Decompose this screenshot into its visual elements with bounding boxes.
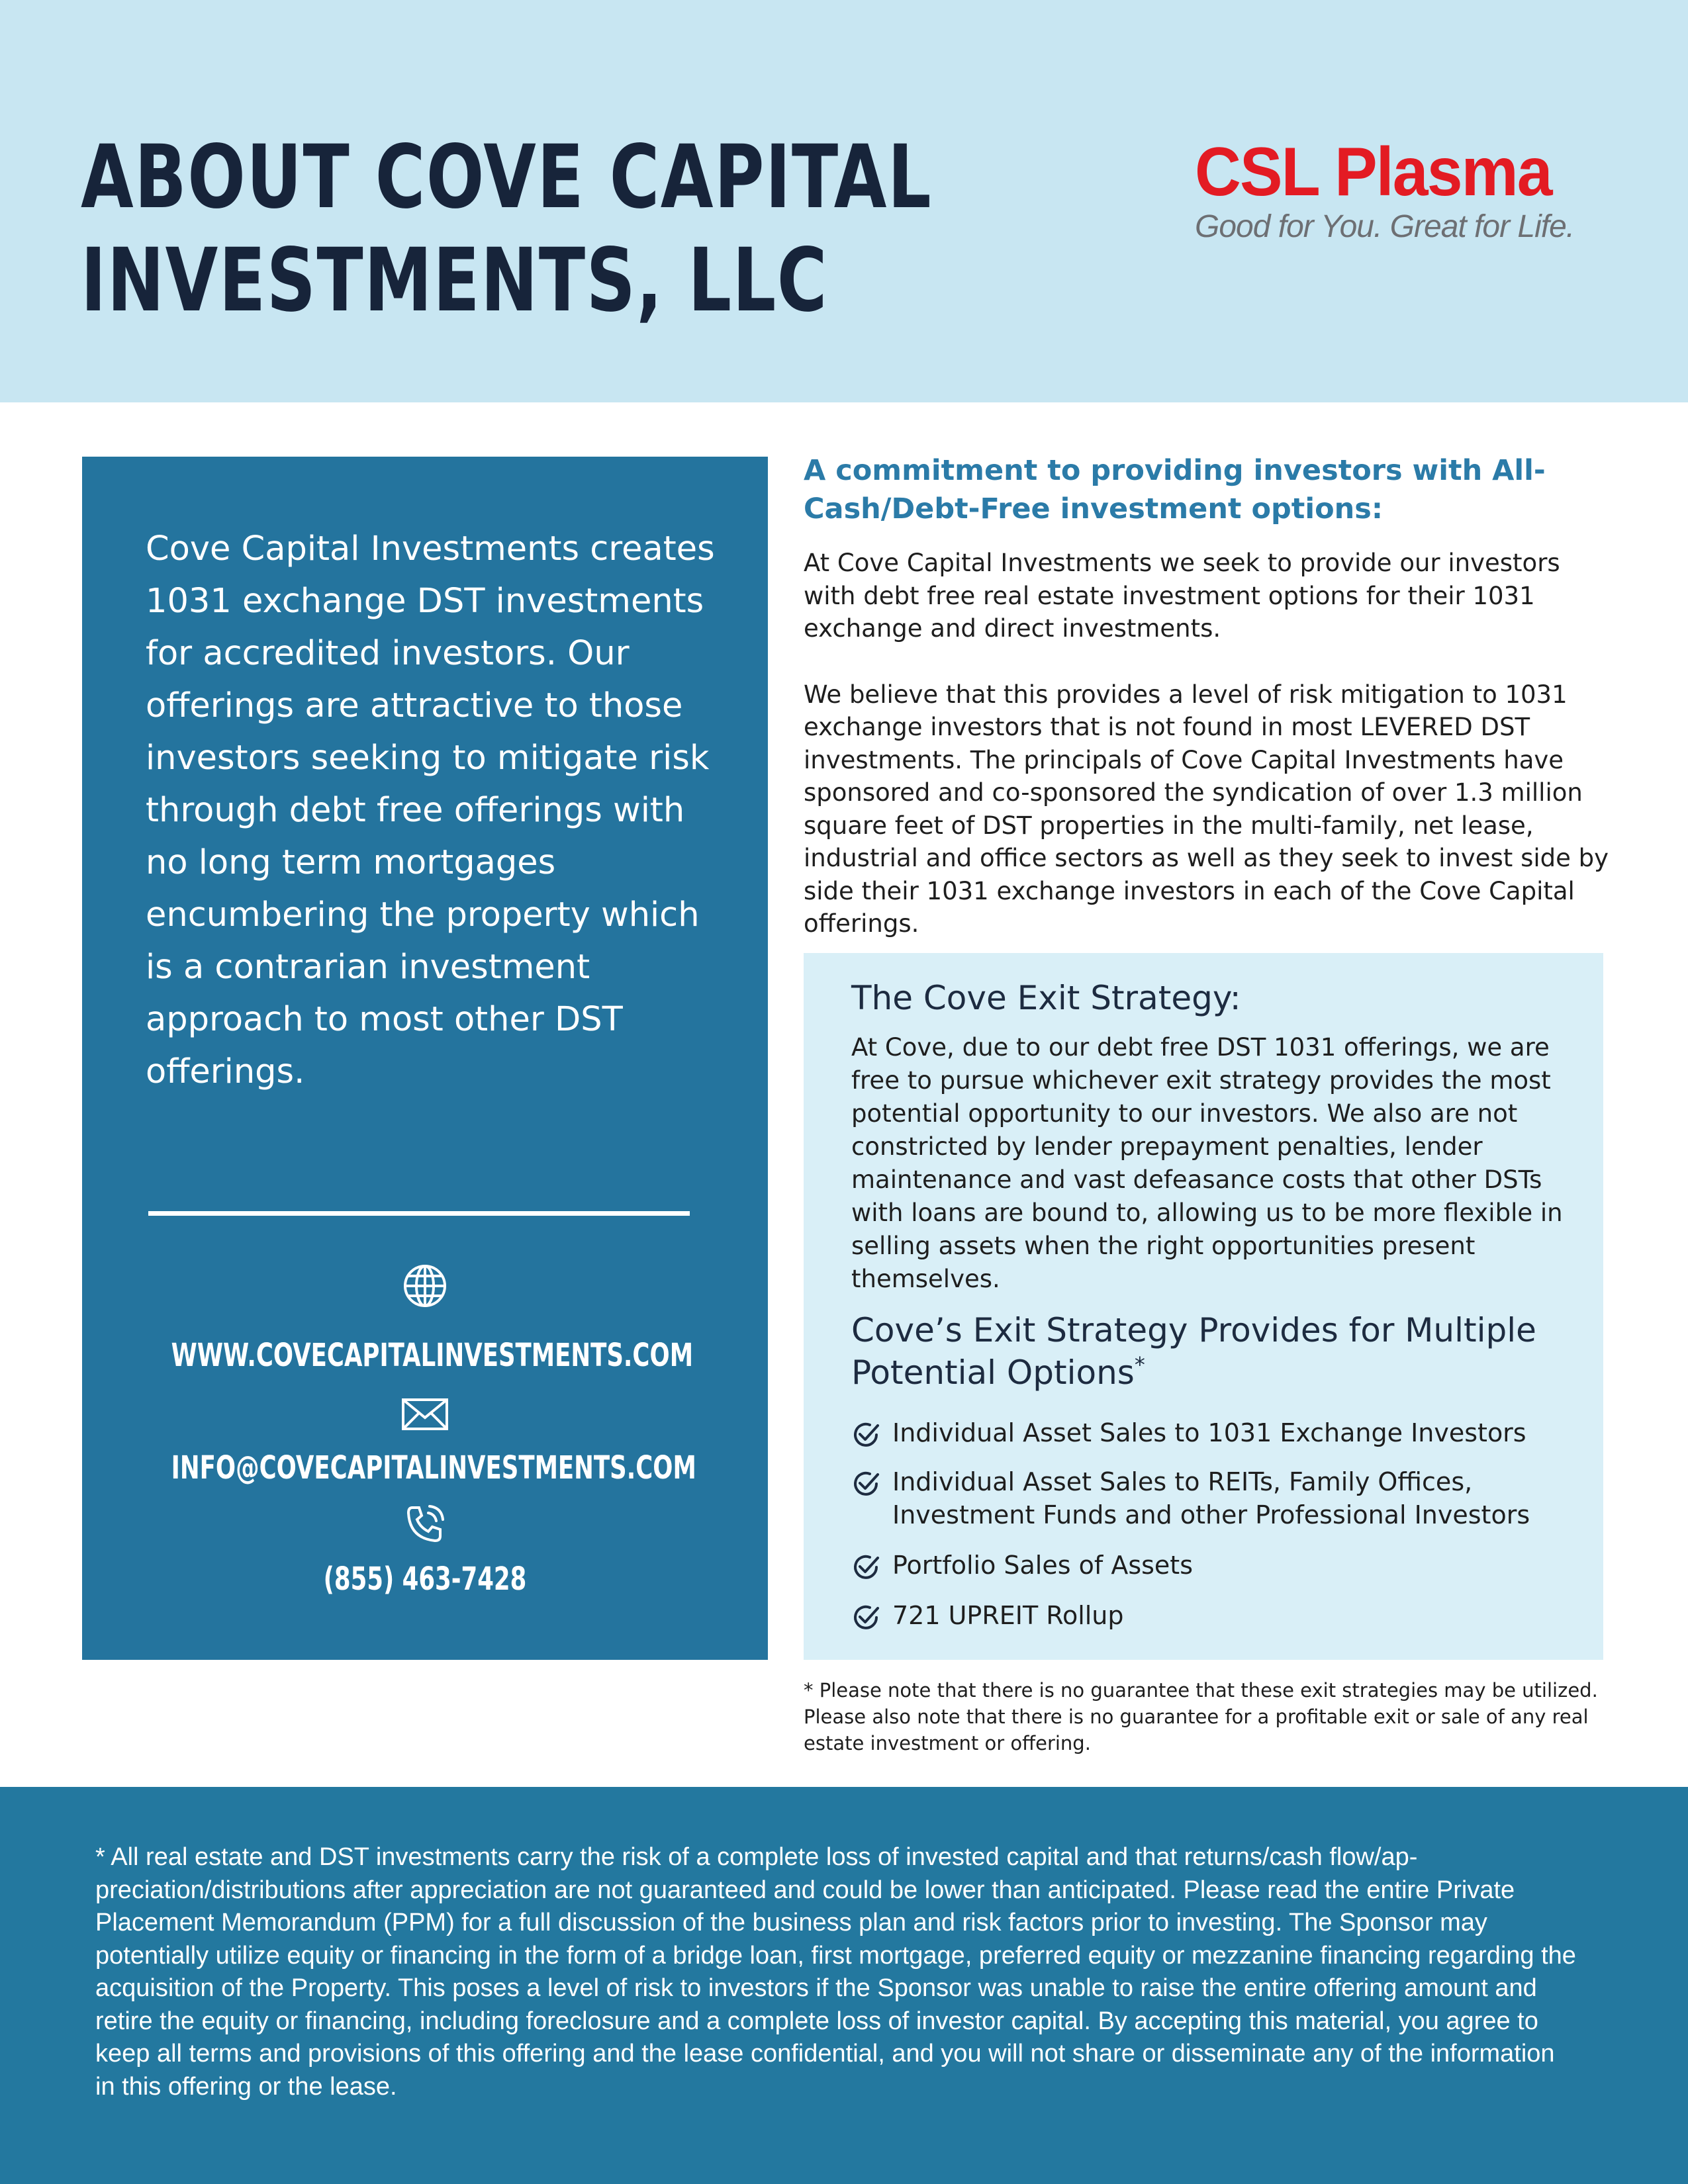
about-panel [82, 457, 768, 1660]
commitment-paragraph-1: At Cove Capital Investments we seek to provide our investors with debt free real estate investment options for their 1031 exchange and direct investments. [804, 549, 1560, 643]
exit-strategy-body: At Cove, due to our debt free DST 1031 offerings, we are free to pursue whichever exit strategy provides the most potential opportunity to our investors. We also are not constricted by lender prepayment penalties, lender maintenance and vast defeasance costs that other DSTs with loans are bound to, allowing us to be more flexible in selling assets when the right opportunities present themselves. [851, 1033, 1563, 1293]
check-circle-icon [851, 1420, 880, 1449]
website-link[interactable]: WWW.COVECAPITALINVESTMENTS.COM [171, 1337, 694, 1374]
check-circle-icon [851, 1603, 880, 1632]
disclaimer-text: * All real estate and DST investments carry the risk of a complete loss of invested capital and that returns/cash flow/appreciation/distributions after appreciation are not guaranteed and could be lower than anticipated. Please read the entire Private Placement Memorandum (PPM) for a full discussion of the business plan and risk factors prior to investing. The Sponsor may potentially utilize equity or financing in the form of a bridge loan, first mortgage, preferred equity or mezzanine financing regarding the acquisition of the Property. This poses a level of risk to investors if the Sponsor was unable to raise the entire offering amount and retire the equity or financing, including foreclosure and a complete loss of investor capital. By accepting this material, you agree to keep all terms and provisions of this offering and the lease confidential, and you will not share or disseminate any of the information in this offering or the lease. [95, 1843, 1576, 2101]
exit-options-title [851, 1309, 1566, 1394]
exit-footnote: * Please note that there is no guarantee that these exit strategies may be utilized. Please also note that there is no guarantee for a profitable exit or sale of any real estate investment or offering. [804, 1679, 1598, 1754]
phone-icon [82, 1502, 768, 1549]
csl-plasma-logo [1195, 134, 1575, 246]
logo-name: CSL Plasma [1195, 134, 1552, 210]
commitment-paragraph-2: We believe that this provides a level of risk mitigation to 1031 exchange investors that is not found in most LEVERED DST investments. The principals of Cove Capital Investments have sponsored and co-sponsored the syndication of over 1.3 million square feet of DST properties in the multi-family, net lease, industrial and office sectors as well as they seek to invest side by side their 1031 exchange investors in each of the Cove Capital offerings. [804, 680, 1609, 938]
check-circle-icon [851, 1469, 880, 1498]
envelope-icon [82, 1398, 768, 1434]
panel-divider [148, 1211, 690, 1216]
exit-option-label: Portfolio Sales of Assets [892, 1551, 1193, 1580]
email-link[interactable]: INFO@COVECAPITALINVESTMENTS.COM [171, 1449, 696, 1486]
globe-icon [82, 1263, 768, 1312]
page-title [81, 126, 932, 332]
exit-option-label: Individual Asset Sales to 1031 Exchange Investors [892, 1418, 1526, 1447]
page-title-line-1: ABOUT COVE CAPITAL [81, 126, 933, 228]
exit-option-label: Individual Asset Sales to REITs, Family Offices, Investment Funds and other Professional Investors [892, 1467, 1530, 1529]
exit-options-title-text: Cove’s Exit Strategy Provides for Multiple Potential Options [851, 1311, 1536, 1392]
page-title-line-2: INVESTMENTS, LLC [81, 230, 828, 332]
check-circle-icon [851, 1553, 880, 1582]
exit-options-asterisk: * [1134, 1352, 1145, 1377]
exit-strategy-title: The Cove Exit Strategy: [851, 979, 1241, 1017]
phone-number[interactable]: (855) 463-7428 [323, 1561, 527, 1598]
commitment-body [804, 547, 1618, 940]
commitment-heading: A commitment to providing investors with All-Cash/Debt-Free investment options: [804, 454, 1546, 525]
exit-option-label: 721 UPREIT Rollup [892, 1601, 1124, 1630]
header-band [0, 0, 1688, 402]
logo-tagline: Good for You. Great for Life. [1195, 209, 1575, 244]
exit-strategy-box [804, 953, 1603, 1660]
intro-text: Cove Capital Investments creates 1031 exchange DST investments for accredited investors. Our offerings are attractive to those investors seeking to mitigate risk through debt free offerings with no long term mortgages encumbering the property which is a contrarian investment approach to most other DST offerings. [146, 529, 715, 1091]
disclaimer-band [0, 1787, 1688, 2184]
